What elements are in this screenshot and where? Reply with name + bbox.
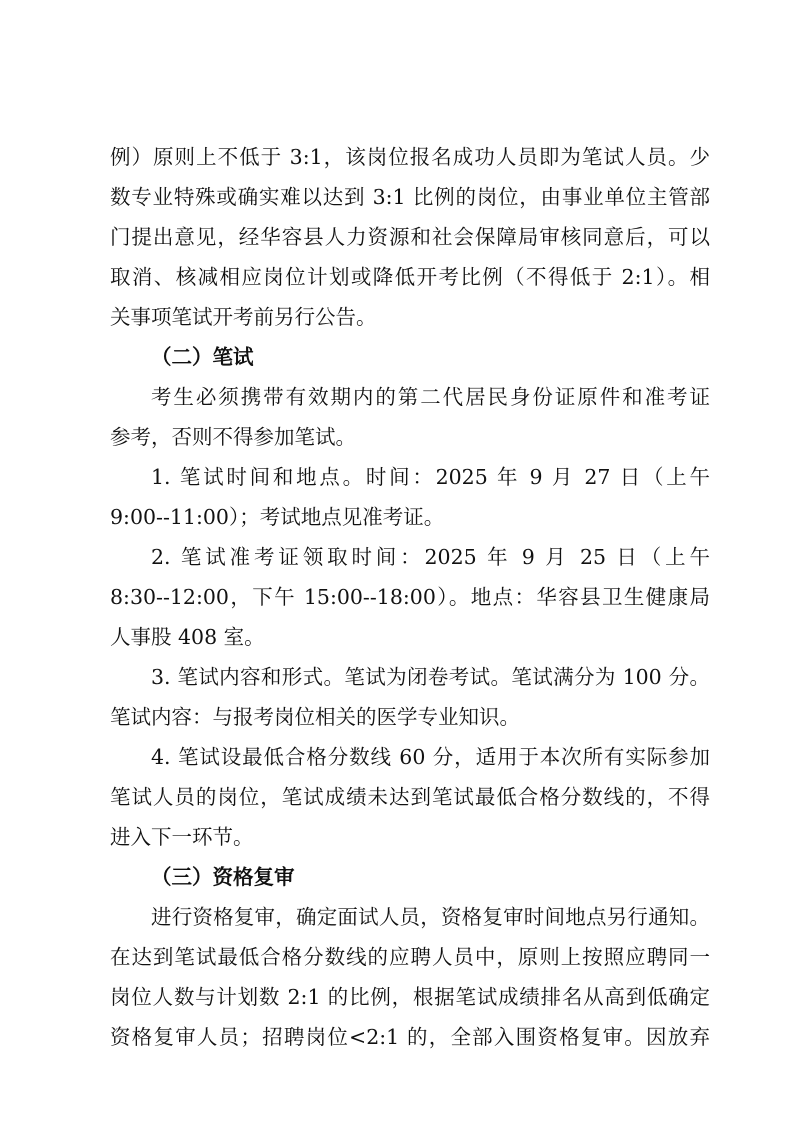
paragraph-line: 关事项笔试开考前另行公告。	[110, 305, 377, 329]
paragraph-line: 9:00--11:00）；考试地点见准考证。	[110, 505, 445, 529]
section-heading: （二）笔试	[151, 345, 254, 369]
paragraph-line: 人事股 408 室。	[110, 625, 265, 649]
paragraph-line: 1. 笔试时间和地点。时间：2025 年 9 月 27 日（上午	[151, 465, 710, 489]
paragraph-line: 资格复审人员；招聘岗位<2:1 的，全部入围资格复审。因放弃	[110, 1025, 710, 1049]
paragraph-line: 进行资格复审，确定面试人员，资格复审时间地点另行通知。	[151, 905, 710, 929]
paragraph-line: 取消、核减相应岗位计划或降低开考比例（不得低于 2:1）。相	[110, 265, 710, 289]
paragraph-line: 笔试内容：与报考岗位相关的医学专业知识。	[110, 705, 520, 729]
paragraph-line: 数专业特殊或确实难以达到 3:1 比例的岗位，由事业单位主管部	[110, 185, 710, 209]
paragraph-line: 门提出意见，经华容县人力资源和社会保障局审核同意后，可以	[110, 225, 710, 249]
paragraph-line: 例）原则上不低于 3:1，该岗位报名成功人员即为笔试人员。少	[110, 145, 710, 169]
paragraph-line: 3. 笔试内容和形式。笔试为闭卷考试。笔试满分为 100 分。	[151, 665, 710, 689]
paragraph-line: 笔试人员的岗位，笔试成绩未达到笔试最低合格分数线的，不得	[110, 785, 710, 809]
paragraph-line: 岗位人数与计划数 2:1 的比例，根据笔试成绩排名从高到低确定	[110, 985, 710, 1009]
paragraph-line: 进入下一环节。	[110, 825, 254, 849]
paragraph-line: 考生必须携带有效期内的第二代居民身份证原件和准考证	[151, 385, 710, 409]
paragraph-line: 4. 笔试设最低合格分数线 60 分，适用于本次所有实际参加	[151, 745, 710, 769]
paragraph-line: 在达到笔试最低合格分数线的应聘人员中，原则上按照应聘同一	[110, 945, 710, 969]
paragraph-line: 8:30--12:00，下午 15:00--18:00）。地点：华容县卫生健康局	[110, 585, 710, 609]
section-heading: （三）资格复审	[151, 865, 295, 889]
paragraph-line: 参考，否则不得参加笔试。	[110, 425, 356, 449]
paragraph-line: 2. 笔试准考证领取时间：2025 年 9 月 25 日（上午	[151, 545, 710, 569]
